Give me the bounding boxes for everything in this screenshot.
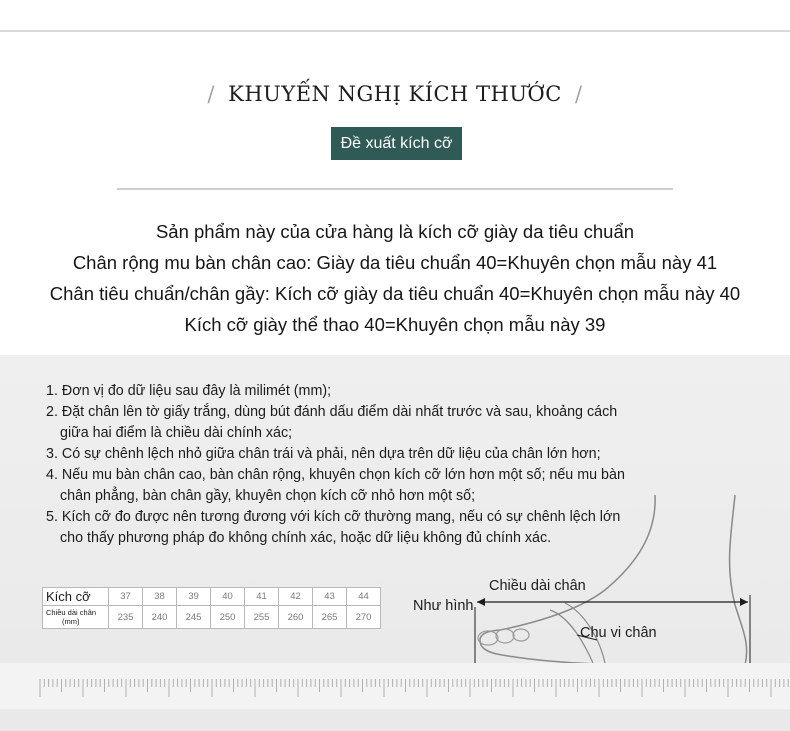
subtitle-badge: Đề xuất kích cỡ	[331, 127, 462, 160]
note-line: cho thấy phương pháp đo không chính xác, hoặc dữ liệu không đủ chính xác.	[60, 530, 552, 546]
toe-3-outline	[513, 629, 529, 641]
size-cell: 39	[177, 588, 211, 606]
length-cell: 260	[279, 606, 313, 629]
length-label: Chiều dài chân	[489, 578, 586, 594]
note-line: 5. Kích cỡ đo được nên tương đương với kích cỡ thường mang, nếu có sự chênh lệch lớn	[46, 509, 621, 525]
intro-line: Chân tiêu chuẩn/chân gầy: Kích cỡ giày da tiêu chuẩn 40=Khuyên chọn mẫu này 40	[49, 283, 741, 304]
length-cell: 235	[109, 606, 143, 629]
intro-text	[0, 216, 790, 340]
middle-divider	[117, 188, 673, 190]
foot-measurement-diagram	[405, 495, 790, 670]
note-line: 1. Đơn vị đo dữ liệu sau đây là milimét (mm);	[46, 383, 332, 399]
section-title	[0, 82, 790, 106]
ruler-body	[0, 663, 790, 709]
table-row-sizes	[43, 588, 381, 606]
length-arrow-left	[477, 598, 485, 606]
note-line: 4. Nếu mu bàn chân cao, bàn chân rộng, khuyên chọn kích cỡ lớn hơn một số; nếu mu bàn	[46, 467, 625, 483]
girth-label: Chu vi chân	[580, 625, 657, 641]
shape-label: Như hình	[413, 598, 474, 614]
size-cell: 37	[109, 588, 143, 606]
length-cell: 270	[347, 606, 381, 629]
intro-line: Chân rộng mu bàn chân cao: Giày da tiêu chuẩn 40=Khuyên chọn mẫu này 41	[72, 252, 718, 273]
length-arrow-right	[740, 598, 748, 606]
instep-outline	[500, 495, 655, 630]
length-row-label	[43, 606, 109, 629]
length-cell: 255	[245, 606, 279, 629]
length-cell: 240	[143, 606, 177, 629]
heel-outline	[730, 495, 747, 665]
table-row-lengths	[43, 606, 381, 629]
size-cell: 43	[313, 588, 347, 606]
size-chart-table	[42, 587, 381, 629]
measurement-guide-panel	[0, 355, 790, 731]
intro-line: Sản phẩm này của cửa hàng là kích cỡ giày da tiêu chuẩn	[155, 221, 635, 242]
size-cell: 41	[245, 588, 279, 606]
length-cell: 265	[313, 606, 347, 629]
title-slash-left: /	[207, 82, 215, 106]
note-line: giữa hai điểm là chiều dài chính xác;	[60, 425, 293, 441]
length-label-line1: Chiều dài chân	[46, 608, 97, 617]
note-line: 2. Đặt chân lên tờ giấy trắng, dùng bút đánh dấu điểm dài nhất trước và sau, khoảng cách	[46, 404, 618, 420]
intro-line: Kích cỡ giày thể thao 40=Khuyên chọn mẫu này 39	[184, 314, 606, 335]
page-title: KHUYẾN NGHỊ KÍCH THƯỚC	[228, 82, 562, 106]
size-cell: 40	[211, 588, 245, 606]
length-label-line2: (mm)	[62, 617, 80, 626]
length-cell: 250	[211, 606, 245, 629]
note-line: 3. Có sự chênh lệch nhỏ giữa chân trái và phải, nên dựa trên dữ liệu của chân lớn hơn;	[46, 446, 601, 462]
size-row-label: Kích cỡ	[43, 588, 109, 606]
size-cell: 44	[347, 588, 381, 606]
size-cell: 38	[143, 588, 177, 606]
top-divider	[0, 30, 790, 32]
note-line: chân phẳng, bàn chân gầy, khuyên chọn kích cỡ nhỏ hơn một số;	[60, 488, 476, 504]
length-cell: 245	[177, 606, 211, 629]
title-slash-right: /	[575, 82, 583, 106]
ruler	[0, 663, 790, 709]
toe-2-outline	[496, 629, 514, 643]
size-cell: 42	[279, 588, 313, 606]
